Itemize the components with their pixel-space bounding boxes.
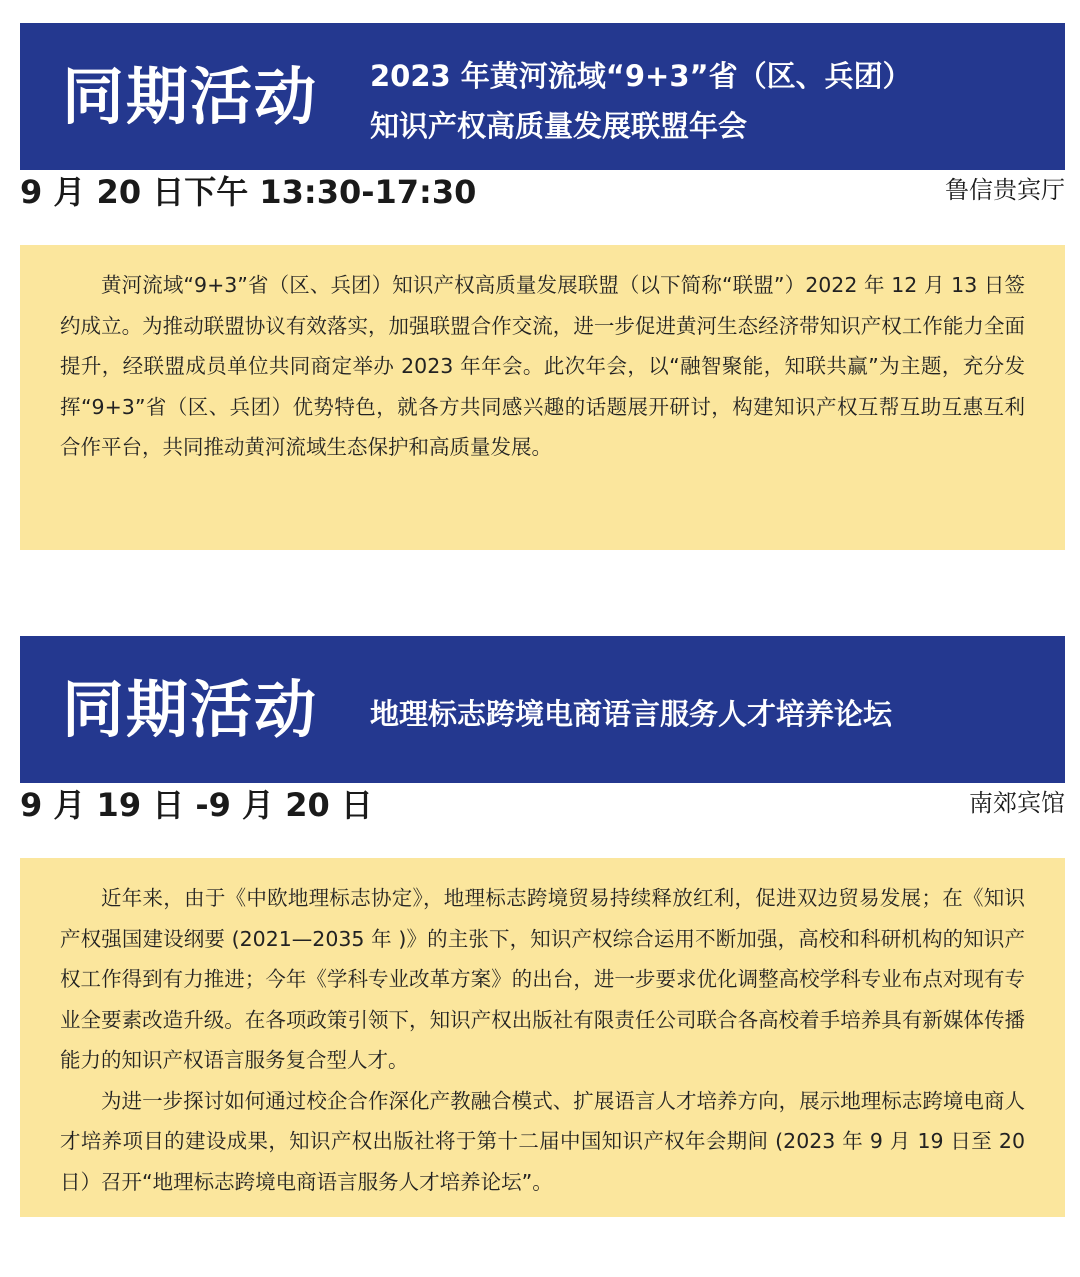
event-date: 9 月 19 日 -9 月 20 日 (20, 786, 373, 824)
event-venue: 鲁信贵宾厅 (945, 176, 1065, 204)
event-title-line-1: 2023 年黄河流域“9+3”省（区、兵团） (370, 59, 912, 93)
event-venue: 南郊宾馆 (969, 789, 1065, 817)
banner-label: 同期活动 (62, 60, 319, 133)
event-banner (20, 23, 1065, 170)
event-title-line-2: 知识产权高质量发展联盟年会 (370, 109, 748, 143)
banner-label: 同期活动 (62, 673, 319, 746)
description-paragraph: 黄河流域“9+3”省（区、兵团）知识产权高质量发展联盟（以下简称“联盟”）2022 年 12 月 13 日签约成立。为推动联盟协议有效落实，加强联盟合作交流，进一步促进黄河生态经济带知识产权工作能力全面提升，经联盟成员单位共同商定举办 2023 年年会。此次年会，以“融智聚能，知联共赢”为主题，充分发挥“9+3”省（区、兵团）优势特色，就各方共同感兴趣的话题展开研讨，构建知识产权互帮互助互惠互利合作平台，共同推动黄河流域生态保护和高质量发展。 (60, 273, 1025, 459)
event-description (20, 858, 1065, 1217)
event-section-1 (20, 23, 1065, 550)
event-banner (20, 636, 1065, 783)
event-title-line-1: 地理标志跨境电商语言服务人才培养论坛 (370, 697, 893, 731)
event-meta (20, 783, 1065, 831)
description-paragraph: 为进一步探讨如何通过校企合作深化产教融合模式、扩展语言人才培养方向，展示地理标志跨境电商人才培养项目的建设成果，知识产权出版社将于第十二届中国知识产权年会期间 (2023 年 9 月 19 日至 20 日）召开“地理标志跨境电商语言服务人才培养论坛”。 (60, 1088, 1025, 1194)
event-description (20, 245, 1065, 550)
description-paragraph: 近年来，由于《中欧地理标志协定》，地理标志跨境贸易持续释放红利，促进双边贸易发展；在《知识产权强国建设纲要 (2021—2035 年 )》的主张下，知识产权综合运用不断加强，高校和科研机构的知识产权工作得到有力推进；今年《学科专业改革方案》的出台，进一步要求优化调整高校学科专业布点对现有专业全要素改造升级。在各项政策引领下，知识产权出版社有限责任公司联合各高校着手培养具有新媒体传播能力的知识产权语言服务复合型人才。 (60, 886, 1025, 1072)
event-meta (20, 170, 1065, 218)
event-date: 9 月 20 日下午 13:30-17:30 (20, 173, 477, 211)
event-section-2 (20, 636, 1065, 1217)
